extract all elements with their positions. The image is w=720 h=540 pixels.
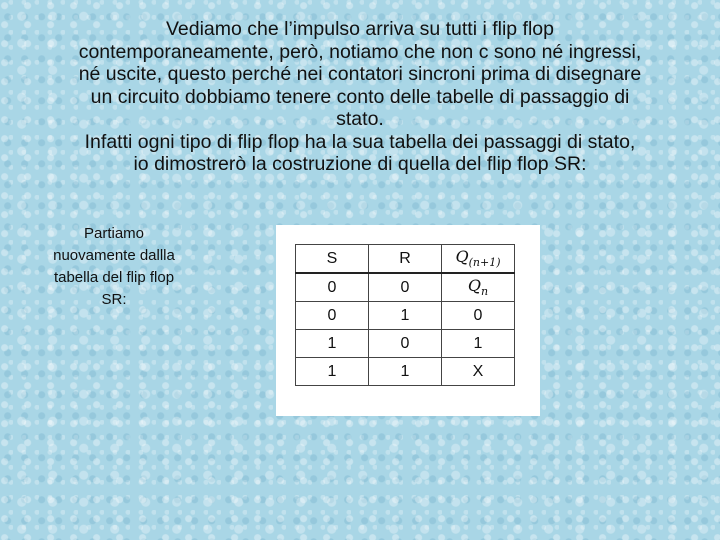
table-row: [296, 358, 515, 386]
cell-q-next: 1: [442, 330, 515, 358]
table-row: [296, 273, 515, 302]
cell-q-base: Q: [467, 276, 482, 296]
cell-q-next: 0: [442, 302, 515, 330]
main-text-line: Infatti ogni tipo di flip flop ha la sua tabella dei passaggi di stato,: [84, 130, 636, 153]
sr-truth-table: [295, 244, 515, 386]
truth-table-image: [276, 225, 540, 416]
cell-s: 1: [296, 358, 369, 386]
side-note-line: SR:: [101, 291, 127, 308]
side-note-line: nuovamente dallla: [53, 247, 175, 264]
main-text-line: Vediamo che l’impulso arriva su tutti i flip flop: [165, 18, 554, 40]
cell-s: 0: [296, 273, 369, 302]
main-text-line: un circuito dobbiamo tenere conto delle tabelle di passaggio di: [90, 85, 630, 108]
main-text: [20, 18, 700, 176]
main-text-line: contemporaneamente, però, notiamo che non c sono né ingressi,: [78, 40, 642, 63]
cell-q-sub: n: [481, 285, 489, 299]
side-note: [30, 223, 198, 311]
cell-r: 1: [369, 358, 442, 386]
header-q-next: [442, 245, 515, 274]
header-s: S: [296, 245, 369, 274]
cell-r: 1: [369, 302, 442, 330]
cell-q-next: X: [442, 358, 515, 386]
header-r: R: [369, 245, 442, 274]
main-text-line: né uscite, questo perché nei contatori sincroni prima di disegnare: [78, 63, 642, 85]
side-note-line: Partiamo: [83, 225, 145, 242]
table-row: [296, 302, 515, 330]
table-header-row: [296, 245, 515, 274]
header-q-next-sub: (n+1): [468, 256, 501, 270]
main-text-line: stato.: [336, 108, 384, 130]
cell-r: 0: [369, 330, 442, 358]
table-row: [296, 330, 515, 358]
cell-r: 0: [369, 273, 442, 302]
cell-s: 1: [296, 330, 369, 358]
header-q-next-base: Q: [455, 247, 469, 267]
side-note-line: tabella del flip flop: [53, 269, 175, 286]
main-text-line: io dimostrerò la costruzione di quella del flip flop SR:: [133, 153, 587, 175]
cell-s: 0: [296, 302, 369, 330]
cell-q-next: [442, 273, 515, 302]
